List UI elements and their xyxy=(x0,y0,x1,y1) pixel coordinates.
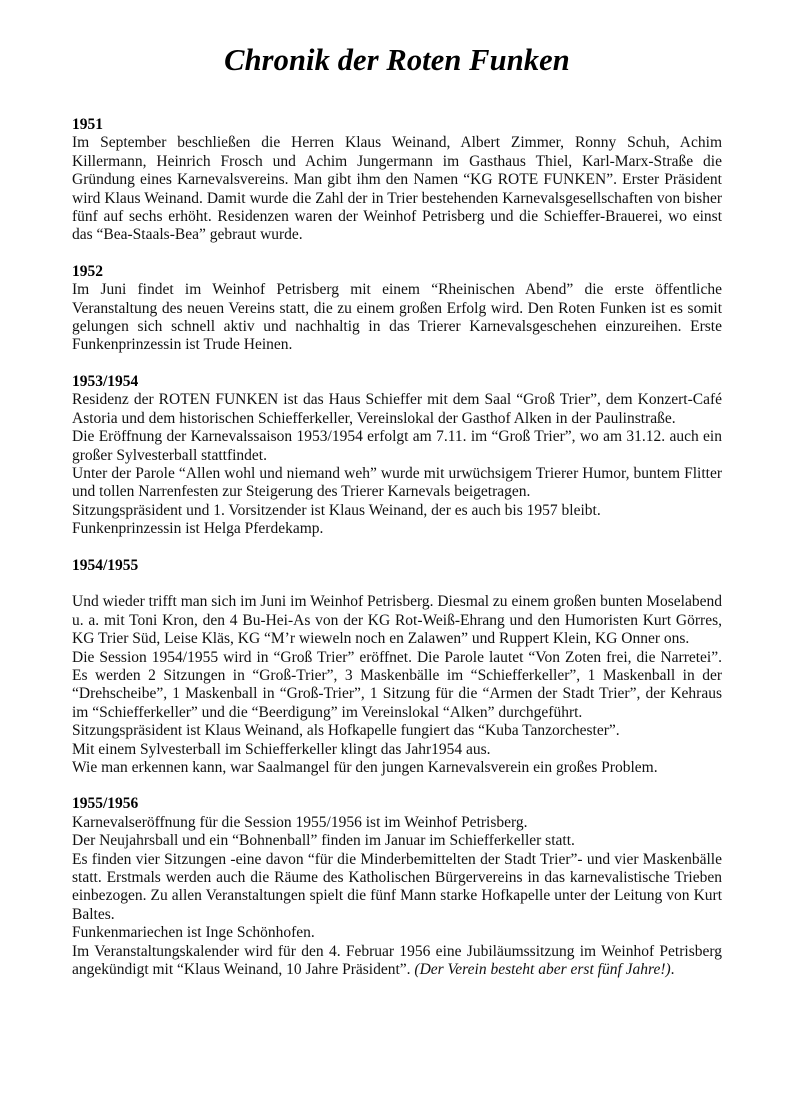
section-paragraph: Mit einem Sylvesterball im Schiefferkeller klingt das Jahr1954 aus. xyxy=(72,740,491,758)
section-paragraph: Karnevalseröffnung für die Session 1955/1956 ist im Weinhof Petrisberg. xyxy=(72,813,528,831)
section-year-heading: 1953/1954 xyxy=(72,372,139,390)
section-paragraph: Funkenprinzessin ist Helga Pferdekamp. xyxy=(72,520,324,538)
section-paragraph: Sitzungspräsident und 1. Vorsitzender ist Klaus Weinand, der es auch bis 1957 bleibt. xyxy=(72,501,601,519)
chronicle-content xyxy=(72,116,722,997)
section-1955-1956 xyxy=(72,795,722,979)
section-year-heading: 1955/1956 xyxy=(72,795,139,813)
section-year-heading: 1952 xyxy=(72,262,103,280)
section-year-heading: 1951 xyxy=(72,116,103,133)
section-1954-1955 xyxy=(72,557,722,778)
section-1953-1954 xyxy=(72,373,722,539)
italic-note: (Der Verein besteht aber erst fünf Jahre!) xyxy=(414,961,671,979)
closing-paragraph-text: Im Veranstaltungskalender wird für den 4. Februar 1956 eine Jubiläumssitzung im Weinhof Petrisberg angekündigt mit “Klaus Weinand, 10 Jahre Präsident”. xyxy=(72,942,722,979)
section-paragraph: Wie man erkennen kann, war Saalmangel für den jungen Karnevalsverein ein großes Problem. xyxy=(72,758,658,776)
section-paragraph: Der Neujahrsball und ein “Bohnenball” finden im Januar im Schiefferkeller statt. xyxy=(72,832,575,850)
section-paragraph: Und wieder trifft man sich im Juni im Weinhof Petrisberg. Diesmal zu einem großen bunten Moselabend u. a. mit Toni Kron, den 4 Bu-Hei-As von der KG Rot-Weiß-Ehrang und den Humoristen Kurt Görres, KG Trier Süd, Leise Kläs, KG “M’r wieweln noch en Zalawen” und Ruppert Klein, KG Onner ons. xyxy=(72,593,722,648)
section-1951 xyxy=(72,116,722,245)
section-1952 xyxy=(72,263,722,355)
closing-period: . xyxy=(670,961,675,979)
document-title: Chronik der Roten Funken xyxy=(224,43,570,77)
section-paragraph: Die Eröffnung der Karnevalssaison 1953/1954 erfolgt am 7.11. im “Groß Trier”, wo am 31.12. auch ein großer Sylvesterball stattfindet. xyxy=(72,428,722,464)
section-paragraph: Residenz der ROTEN FUNKEN ist das Haus Schieffer mit dem Saal “Groß Trier”, dem Konzert-Café Astoria und dem historischen Schiefferkeller, Vereinslokal der Gasthof Alken in der Paulinstraße. xyxy=(72,391,722,427)
section-paragraph: Es finden vier Sitzungen -eine davon “für die Minderbemittelten der Stadt Trier”- und vier Maskenbälle statt. Erstmals werden auch die Räume des Katholischen Bürgervereins in das karnevalistische Trieben einbezogen. Zu allen Veranstaltungen spielt die fünf Mann starke Hofkapelle unter der Leitung von Kurt Baltes. xyxy=(72,850,722,923)
section-year-heading: 1954/1955 xyxy=(72,556,139,574)
section-paragraph: Im Juni findet im Weinhof Petrisberg mit einem “Rheinischen Abend” die erste öffentliche Veranstaltung des neuen Vereins statt, die zu einem großen Erfolg wird. Den Roten Funken ist es somit gelungen sich schnell aktiv und nachhaltig in das Trierer Karnevalsgeschehen einzureihen. Erste Funkenprinzessin ist Trude Heinen. xyxy=(72,281,722,354)
section-paragraph: Funkenmariechen ist Inge Schönhofen. xyxy=(72,924,315,942)
section-paragraph: Im September beschließen die Herren Klaus Weinand, Albert Zimmer, Ronny Schuh, Achim Killermann, Heinrich Frosch und Achim Jungermann im Gasthaus Thiel, Karl-Marx-Straße die Gründung eines Karnevalsvereins. Man gibt ihm den Namen “KG ROTE FUNKEN”. Erster Präsident wird Klaus Weinand. Damit wurde die Zahl der in Trier bestehenden Karnevalsgesellschaften von bisher fünf auf sechs erhöht. Residenzen waren der Weinhof Petrisberg und die Schieffer-Brauerei, wo einst das “Bea-Staals-Bea” gebraut wurde. xyxy=(72,134,722,244)
section-paragraph: Unter der Parole “Allen wohl und niemand weh” wurde mit urwüchsigem Trierer Humor, buntem Flitter und tollen Narrenfesten zur Steigerung des Trierer Karnevals beigetragen. xyxy=(72,464,722,501)
closing-paragraph xyxy=(72,943,722,980)
section-paragraph: Sitzungspräsident ist Klaus Weinand, als Hofkapelle fungiert das “Kuba Tanzorchester”. xyxy=(72,722,620,740)
section-paragraph: Die Session 1954/1955 wird in “Groß Trier” eröffnet. Die Parole lautet “Von Zoten frei, die Narretei”. Es werden 2 Sitzungen in “Groß-Trier”, 3 Maskenbälle im “Schiefferkeller”, 1 Maskenball in der “Drehscheibe”, 1 Maskenball in “Groß-Trier”, 1 Sitzung für die “Armen der Stadt Trier”, der Kehraus im “Schiefferkeller” und die “Beerdigung” im Vereinslokal “Alken” durchgeführt. xyxy=(72,648,722,721)
